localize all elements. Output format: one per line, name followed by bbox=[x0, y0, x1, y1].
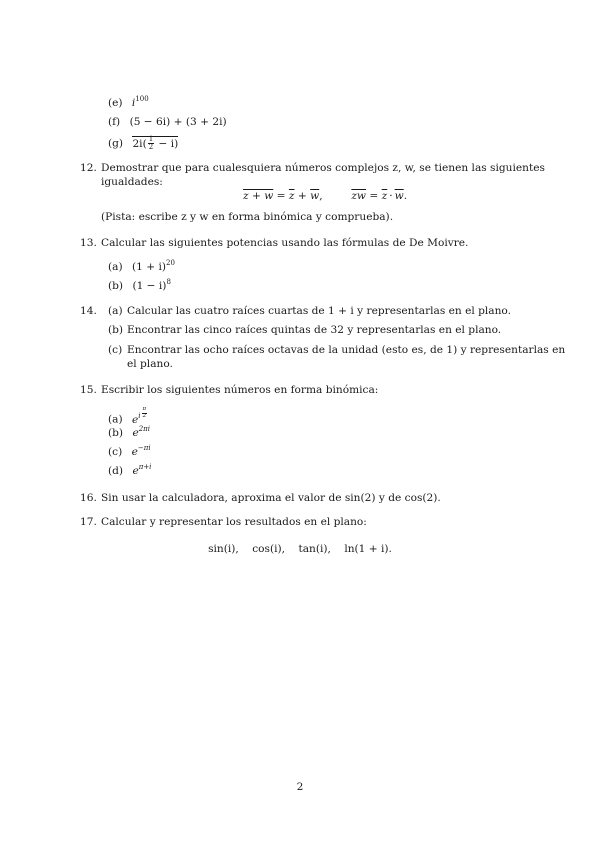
problem-13-b-exp: 8 bbox=[166, 278, 171, 286]
problem-15-b-label: (b) bbox=[108, 427, 124, 439]
problem-16-text: Sin usar la calculadora, aproxima el valor de sin(2) y de cos(2). bbox=[101, 492, 441, 504]
item-g-frac bbox=[148, 136, 154, 151]
problem-14-c-text2: el plano. bbox=[127, 358, 173, 370]
item-e-base: i bbox=[131, 97, 136, 109]
item-g-num: 1 bbox=[148, 135, 154, 143]
problem-12-equations bbox=[243, 190, 407, 203]
problem-14-c-label: (c) bbox=[108, 344, 123, 356]
problem-17-formula: sin(i), cos(i), tan(i), ln(1 + i). bbox=[208, 543, 392, 555]
problem-15-d-exp: π+i bbox=[138, 463, 152, 471]
problem-15-a-exp-num: π bbox=[142, 406, 147, 412]
problem-15-a bbox=[108, 407, 148, 427]
eq2-lhs: $\overline{zw}$ bbox=[351, 190, 366, 202]
eq2-rhs-b: $\overline{w}$ bbox=[394, 190, 404, 202]
eq2-cdot: · bbox=[389, 190, 393, 202]
eq1-comma: , bbox=[319, 190, 323, 202]
item-g-label: (g) bbox=[108, 137, 124, 150]
item-f-label: (f) bbox=[108, 116, 121, 128]
problem-15-b-base: e bbox=[132, 427, 139, 439]
problem-13-b bbox=[108, 280, 171, 293]
problem-16-number: 16. bbox=[80, 492, 97, 504]
problem-15-d-base: e bbox=[132, 465, 139, 477]
item-g-pre: 2i( bbox=[132, 137, 147, 150]
eq2-rhs-a: $\overline{z}$ bbox=[381, 190, 388, 202]
problem-15-d bbox=[108, 465, 151, 478]
problem-14-a-text: Calcular las cuatro raíces cuartas de 1 + i y representarlas en el plano. bbox=[127, 305, 511, 317]
problem-15-a-label: (a) bbox=[108, 413, 123, 426]
problem-14-c-text1: Encontrar las ocho raíces octavas de la unidad (esto es, de 1) y representarlas en bbox=[127, 344, 566, 356]
eq1-equals: = bbox=[276, 190, 286, 202]
problem-15-a-exp-pre: i bbox=[138, 411, 141, 420]
problem-15-c-label: (c) bbox=[108, 446, 123, 458]
problem-13-text: Calcular las siguientes potencias usando las fórmulas de De Moivre. bbox=[101, 237, 469, 249]
problem-12-line2: igualdades: bbox=[101, 176, 163, 188]
item-g-expr bbox=[132, 136, 178, 150]
item-e-exp: 100 bbox=[135, 95, 149, 103]
eq2-period: . bbox=[403, 190, 408, 202]
problem-13-a-exp: 20 bbox=[165, 259, 175, 267]
eq1-plus: + bbox=[297, 190, 307, 202]
problem-15-text: Escribir los siguientes números en forma binómica: bbox=[101, 384, 379, 396]
problem-15-d-label: (d) bbox=[108, 465, 124, 477]
problem-12-line1: Demostrar que para cualesquiera números complejos z, w, se tienen las siguientes bbox=[101, 162, 545, 174]
item-g-den: 2 bbox=[148, 143, 154, 151]
problem-13-a bbox=[108, 261, 175, 274]
problem-15-a-base: e bbox=[131, 413, 139, 426]
item-f bbox=[108, 116, 227, 129]
problem-14-b-label: (b) bbox=[108, 324, 124, 336]
problem-12-hint: (Pista: escribe z y w en forma binómica y comprueba). bbox=[101, 211, 394, 223]
item-g-post: − i) bbox=[155, 137, 179, 150]
problem-13-number: 13. bbox=[80, 237, 97, 249]
item-e-label: (e) bbox=[108, 97, 123, 109]
problem-17-number: 17. bbox=[80, 516, 97, 528]
problem-13-a-base: (1 + i) bbox=[131, 261, 166, 273]
problem-13-a-label: (a) bbox=[108, 261, 123, 273]
problem-13-b-base: (1 − i) bbox=[132, 280, 167, 292]
eq2-equals: = bbox=[369, 190, 379, 202]
problem-15-a-exp-den: 2 bbox=[142, 412, 147, 419]
eq1-lhs: z + w bbox=[243, 190, 274, 202]
item-e bbox=[108, 97, 149, 110]
problem-12-number: 12. bbox=[80, 162, 97, 174]
problem-14-number: 14. bbox=[80, 305, 97, 317]
problem-15-b-exp: 2πi bbox=[138, 425, 151, 433]
problem-14-a-label: (a) bbox=[108, 305, 123, 317]
page-number: 2 bbox=[296, 781, 304, 793]
problem-15-c bbox=[108, 446, 151, 459]
problem-13-b-label: (b) bbox=[108, 280, 124, 292]
eq1-rhs-a: $\overline{z}$ bbox=[288, 190, 295, 202]
problem-15-c-exp: −πi bbox=[137, 444, 151, 452]
problem-15-b bbox=[108, 427, 150, 440]
eq1-rhs-b: $\overline{w}$ bbox=[310, 190, 320, 202]
problem-17-text: Calcular y representar los resultados en el plano: bbox=[101, 516, 367, 528]
problem-15-a-exp bbox=[138, 406, 148, 420]
problem-14-b-text: Encontrar las cinco raíces quintas de 32 y representarlas en el plano. bbox=[127, 324, 502, 336]
problem-15-number: 15. bbox=[80, 384, 97, 396]
problem-15-a-exp-frac bbox=[142, 407, 148, 419]
problem-15-c-base: e bbox=[131, 446, 138, 458]
item-g bbox=[108, 136, 178, 151]
item-f-expr: (5 − 6i) + (3 + 2i) bbox=[129, 116, 227, 128]
